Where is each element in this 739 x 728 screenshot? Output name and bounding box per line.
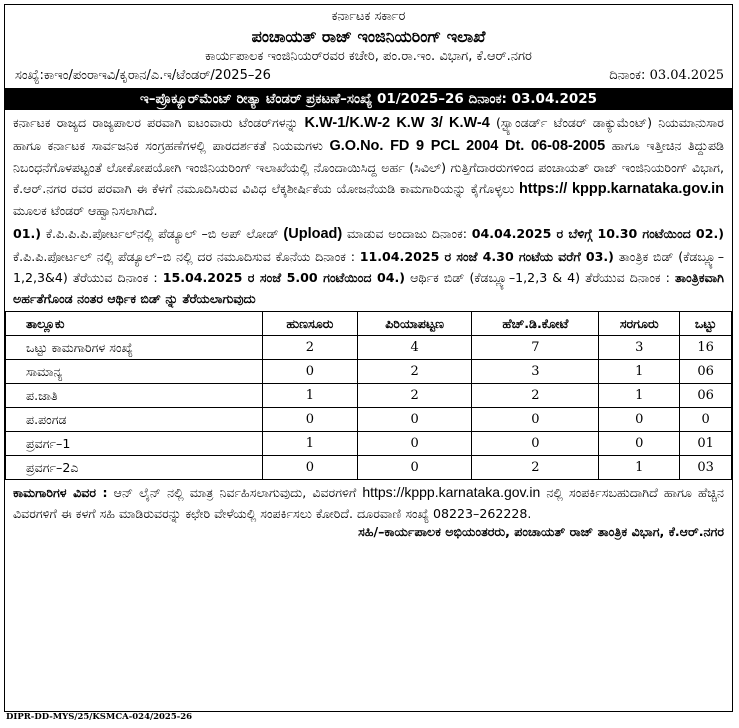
table-row — [6, 336, 732, 360]
upload-date: 04.04.2025 ರ ಬೆಳಿಗ್ಗೆ 10.30 ಗಂಟೆಯಿಂದ 02.) — [471, 226, 724, 242]
notice-frame — [4, 4, 733, 712]
upload-word: (Upload) — [283, 226, 343, 243]
cell-value: 0 — [263, 408, 358, 432]
cell-value: 0 — [263, 360, 358, 384]
header-hd-kote: ಹೆಚ್.ಡಿ.ಕೋಟೆ — [472, 312, 599, 336]
cell-value: 1 — [263, 384, 358, 408]
cell-value: 0 — [263, 456, 358, 480]
table-row — [6, 384, 732, 408]
financial-bid-note: ತಾಂತ್ರಿಕವಾಗಿ ಅರ್ಹತೆಗೊಂಡ ನಂತರ ಆರ್ಥಿಕ ಬಿಡ್ ನ್ನು ತೆರೆಯಲಾಗುವುದು — [13, 269, 724, 306]
cell-value: 0 — [472, 408, 599, 432]
publication-code: DIPR-DD-MYS/25/KSMCA-024/2025-26 — [6, 712, 193, 722]
cell-total: 06 — [680, 384, 732, 408]
body-text-2: (ಸ್ಟ್ಯಾಂಡರ್ಡ್ ಟೆಂಡರ್ ಡಾಕ್ಯುಮೆಂಟ್) ನಿಯಮಾನುಸಾರ ಹಾಗೂ ಕರ್ನಾಟಕ ಸಾರ್ವಜನಿಕ ಸಂಗ್ರಹಣೆಗಳಲ್ಲಿ ಪಾರದರ್ಶಕತೆ ನಿಯಮಗಳು — [13, 115, 724, 153]
government-name: ಕರ್ನಾಟಕ ಸರ್ಕಾರ — [331, 9, 406, 24]
works-distribution-table — [5, 311, 732, 480]
header-periyapatna: ಪಿರಿಯಾಪಟ್ಟಣ — [357, 312, 472, 336]
cell-value: 0 — [357, 456, 472, 480]
body-text-1: ಕರ್ನಾಟಕ ರಾಜ್ಯದ ರಾಜ್ಯಪಾಲರ ಪರವಾಗಿ ಐಟಂವಾರು ಟೆಂಡರ್‌ಗಳನ್ನು — [13, 115, 299, 131]
row-label: ಸಾಮಾನ್ಯ — [6, 360, 263, 384]
date-value: 03.04.2025 — [649, 68, 724, 84]
schedule-text-4: ಆರ್ಥಿಕ ಬಿಡ್ (ಕೆಡಬ್ಲ್ಯೂ–1,2,3 & 4) ತೆರೆಯುವ ದಿನಾಂಕ : — [410, 269, 670, 285]
reference-number: ಸಂಖ್ಯೆ:ಕಾಇಂ/ಪಂರಾಇವಿ/ಕೃರಾನ/ಎ.ಇ/ಟೆಂಡರ್/2025–26 — [15, 68, 271, 84]
cell-value: 0 — [599, 432, 680, 456]
header-taluk: ತಾಲ್ಲೂಕು — [6, 312, 263, 336]
cell-value: 1 — [263, 432, 358, 456]
notice-body — [5, 110, 732, 221]
signature-line: ಸಹಿ/–ಕಾರ್ಯಪಾಲಕ ಅಭಿಯಂತರರು, ಪಂಚಾಯತ್ ರಾಜ್ ತಾಂತ್ರಿಕ ವಿಭಾಗ, ಕೆ.ಆರ್.ನಗರ — [358, 524, 724, 540]
cell-value: 0 — [357, 432, 472, 456]
schedule-text-1: ಕೆ.ಪಿ.ಪಿ.ಪಿ.ಪೋರ್ಟಲ್‌ನಲ್ಲಿ ಪೆಡ್ಯೂಲ್ –ಬಿ ಅಪ್ ಲೋಡ್ — [45, 226, 279, 242]
body-text-4: ಮೂಲಕ ಟೆಂಡರ್ ಆಹ್ವಾನಿಸಲಾಗಿದೆ. — [13, 203, 158, 219]
cell-value: 1 — [599, 360, 680, 384]
schedule-text-3: ತಾಂತ್ರಿಕ ಬಿಡ್ (ಕೆಡಬ್ಲ್ಯೂ–1,2,3&4) ತೆರೆಯುವ ದಿನಾಂಕ : — [13, 248, 724, 285]
schedule-text-1b: ಮಾಡುವ ಅಂದಾಜು ದಿನಾಂಕ: — [346, 226, 467, 242]
notice-header — [5, 9, 732, 64]
department-name: ಪಂಚಾಯತ್ ರಾಜ್ ಇಂಜಿನಿಯರಿಂಗ್ ಇಲಾಖೆ — [251, 26, 486, 46]
header-hunsur: ಹುಣಸೂರು — [263, 312, 358, 336]
cell-value: 2 — [357, 360, 472, 384]
cell-total: 0 — [680, 408, 732, 432]
notice-banner: ಇ–ಪ್ರೊಕ್ಯೂರ್‌ಮೆಂಟ್ ರೀತ್ಯಾ ಟೆಂಡರ್ ಪ್ರಕಟಣೆ–ಸಂಖ್ಯೆ 01/2025–26 ದಿನಾಂಕ: 03.04.2025 — [5, 88, 732, 110]
cell-value: 4 — [357, 336, 472, 360]
footer-text-1: ಆನ್ ಲೈನ್ ನಲ್ಲಿ ಮಾತ್ರ ನಿರ್ವಹಿಸಲಾಗುವುದು, ವಿವರಗಳಿಗೆ — [113, 485, 357, 501]
cell-value: 0 — [599, 408, 680, 432]
cell-value: 3 — [599, 336, 680, 360]
table-row — [6, 456, 732, 480]
cell-value: 2 — [472, 456, 599, 480]
date-label: ದಿನಾಂಕ: — [609, 68, 646, 84]
cell-value: 3 — [472, 360, 599, 384]
table-row — [6, 360, 732, 384]
schedule-text — [5, 221, 732, 309]
header-total: ಒಟ್ಟು — [680, 312, 732, 336]
cell-value: 2 — [472, 384, 599, 408]
form-codes: K.W-1/K.W-2 K.W 3/ K.W-4 — [304, 115, 490, 132]
cell-value: 1 — [599, 456, 680, 480]
cell-total: 01 — [680, 432, 732, 456]
cell-value: 2 — [357, 384, 472, 408]
cell-total: 03 — [680, 456, 732, 480]
cell-value: 2 — [263, 336, 358, 360]
footer-text-2: ನಲ್ಲಿ ಸಂಪರ್ಕಿಸಬಹುದಾಗಿದೆ ಹಾಗೂ ಹೆಚ್ಚಿನ ವಿವರಗಳಿಗೆ ಈ ಕಳಗೆ ಸಹಿ ಮಾಡಿರುವರನ್ನು ಕಛೇರಿ ವೇಳೆಯಲ್ಲಿ ಸಂಪರ್ಕಿಸಲು ಕೋರಿದೆ. ದೂರವಾಣಿ ಸಂಖ್ಯೆ 08223–262228. — [13, 485, 724, 522]
footer-portal-link[interactable]: https://kppp.karnataka.gov.in — [362, 484, 541, 501]
bid-deadline: 11.04.2025 ರ ಸಂಜೆ 4.30 ಗಂಟೆಯ ವರೆಗೆ 03.) — [359, 248, 614, 264]
row-label: ಪ.ಪಂಗಡ — [6, 408, 263, 432]
cell-value: 0 — [472, 432, 599, 456]
row-label: ಪ.ಜಾತಿ — [6, 384, 263, 408]
office-name: ಕಾರ್ಯಪಾಲಕ ಇಂಜಿನಿಯರ್‌ರವರ ಕಚೇರಿ, ಪಂ.ರಾ.ಇಂ. ವಿಭಾಗ, ಕೆ.ಆರ್.ನಗರ — [205, 48, 532, 64]
reference-line — [5, 64, 732, 86]
body-text-3: ಹಾಗೂ ಇತ್ತೀಚಿನ ತಿದ್ದುಪಡಿ ನಿಬಂಧನೆಗೊಳಪಟ್ಟಂತೆ ಲೋಕೋಪಯೋಗಿ ಇಂಜಿನಿಯರಿಂಗ್ ಇಲಾಖೆಯಲ್ಲಿ ನೊಂದಾಯಿಸಿದ್ದ ಅರ್ಹ (ಸಿವಿಲ್) ಗುತ್ತಿಗೆದಾರರುಗಳಿಂದ ಪಂಚಾಯತ್ ರಾಜ್ ಇಂಜಿನಿಯರಿಂಗ್ ವಿಭಾಗ, ಕೆ.ಆರ್.ನಗರ ರವರ ಪರವಾಗಿ ಈ ಕೆಳಗೆ ನಮೂದಿಸಿರುವ ವಿವಿಧ ಲೆಕ್ಕಶೀರ್ಷಿಕೆಯ ಯೋಜನೆಯಡಿ ಕಾಮಗಾರಿಯನ್ನು ಕೈಗೊಳ್ಳಲು — [13, 137, 724, 196]
technical-bid-date: 15.04.2025 ರ ಸಂಜೆ 5.00 ಗಂಟೆಯಿಂದ 04.) — [162, 269, 406, 285]
table-row — [6, 408, 732, 432]
reference-date — [609, 68, 724, 83]
table-header-row — [6, 312, 732, 336]
row-label: ಪ್ರವರ್ಗ–2ಎ — [6, 456, 263, 480]
header-saragur: ಸರಗೂರು — [599, 312, 680, 336]
table-row — [6, 432, 732, 456]
cell-value: 1 — [599, 384, 680, 408]
row-label: ಪ್ರವರ್ಗ–1 — [6, 432, 263, 456]
cell-value: 7 — [472, 336, 599, 360]
schedule-text-2: ಕೆ.ಪಿ.ಪಿ.ಪೋರ್ಟಲ್ ನಲ್ಲಿ ಪೆಡ್ಯೂಲ್–ಬಿ ನಲ್ಲಿ ದರ ನಮೂದಿಸುವ ಕೊನೆಯ ದಿನಾಂಕ : — [13, 248, 355, 264]
row-label: ಒಟ್ಟು ಕಾಮಗಾರಿಗಳ ಸಂಖ್ಯೆ — [6, 336, 263, 360]
schedule-number-1: 01.) — [13, 226, 42, 242]
footer-text — [5, 480, 732, 524]
government-order: G.O.No. FD 9 PCL 2004 Dt. 06-08-2005 — [329, 137, 606, 154]
cell-total: 16 — [680, 336, 732, 360]
portal-link[interactable]: https:// kppp.karnataka.gov.in — [518, 180, 725, 197]
cell-total: 06 — [680, 360, 732, 384]
cell-value: 0 — [357, 408, 472, 432]
works-details-label: ಕಾಮಗಾರಿಗಳ ವಿವರ : — [13, 485, 108, 501]
